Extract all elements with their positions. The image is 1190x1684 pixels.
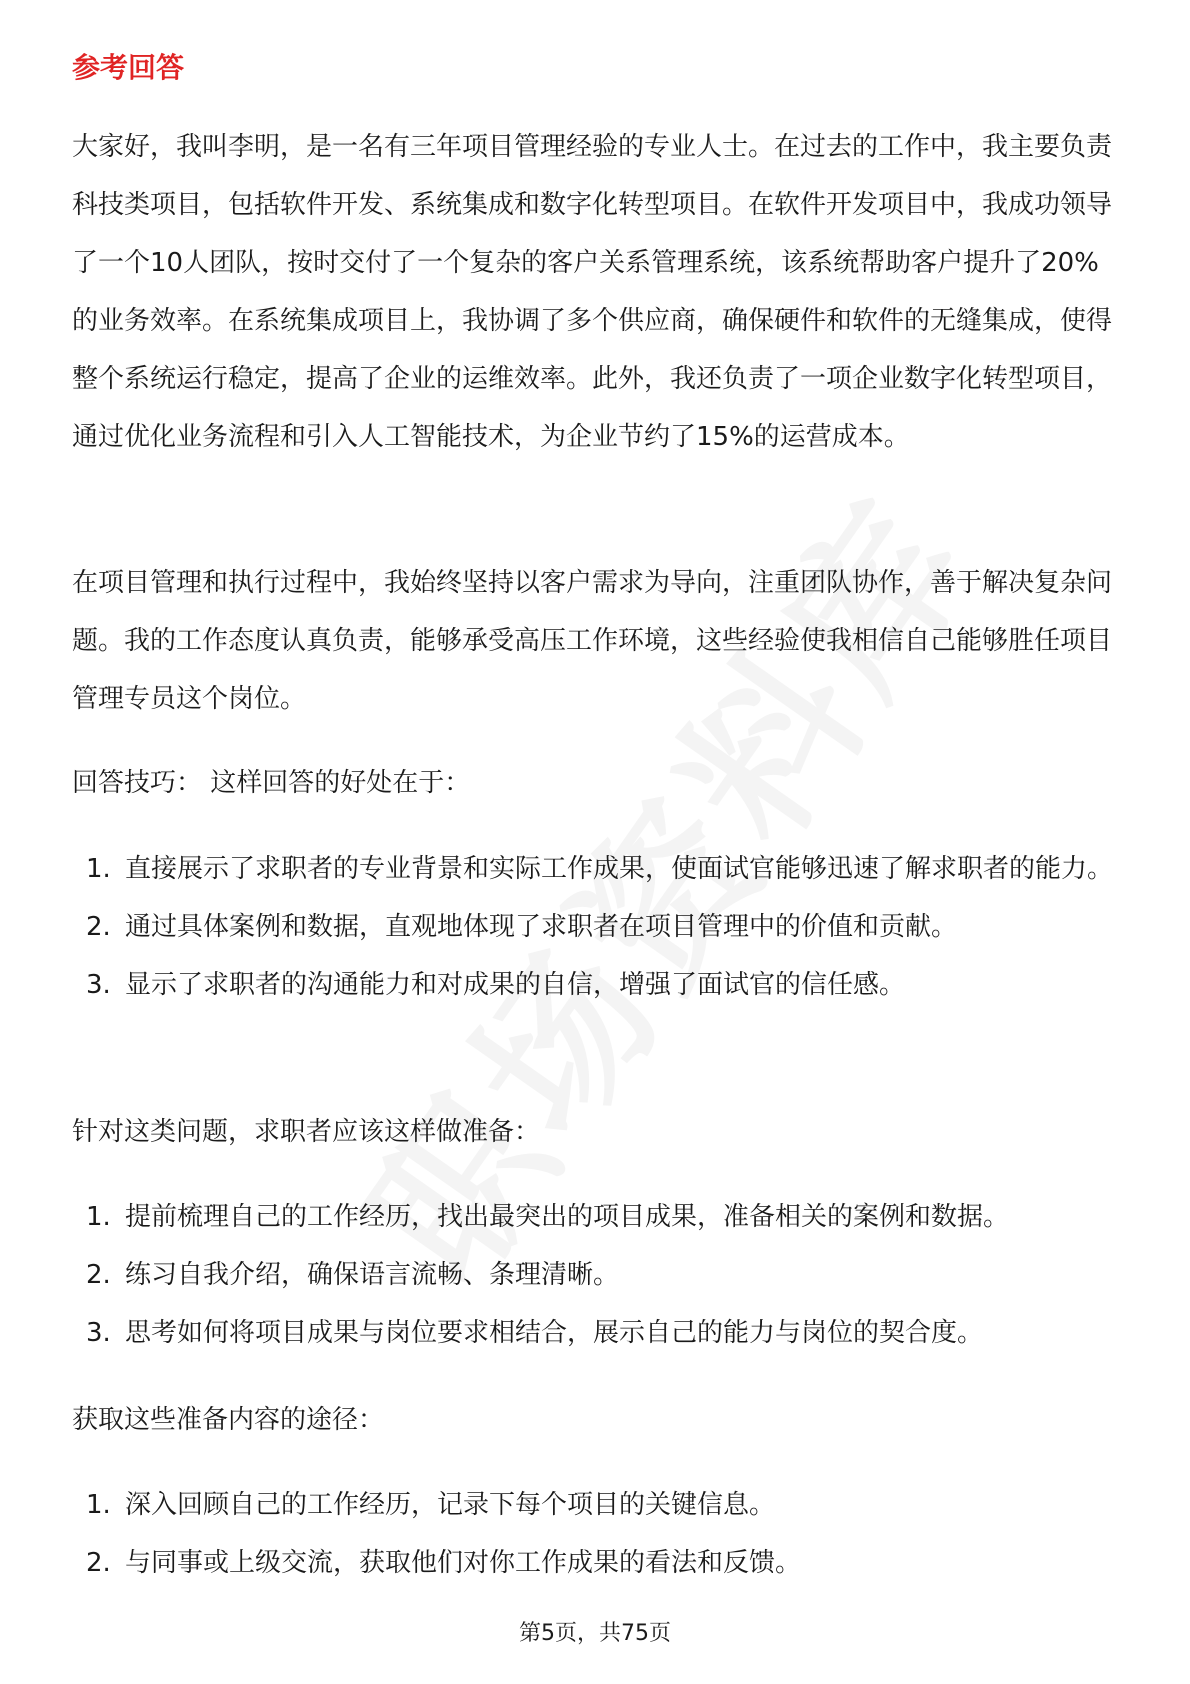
section-heading: 参考回答 bbox=[72, 51, 185, 84]
list-item-text: 练习自我介绍，确保语言流畅、条理清晰。 bbox=[125, 1260, 620, 1290]
list-item bbox=[72, 898, 1122, 956]
list-item-text: 与同事或上级交流，获取他们对你工作成果的看法和反馈。 bbox=[125, 1548, 802, 1578]
list-item bbox=[72, 956, 1122, 1014]
tips-list bbox=[72, 840, 1122, 1014]
list-item bbox=[72, 1304, 1122, 1362]
list-number: 1. bbox=[86, 1490, 111, 1520]
list-number: 2. bbox=[86, 1260, 111, 1290]
list-item-text: 通过具体案例和数据，直观地体现了求职者在项目管理中的价值和贡献。 bbox=[125, 912, 958, 942]
tips-label: 回答技巧： 这样回答的好处在于： bbox=[72, 768, 471, 798]
list-item-text: 直接展示了求职者的专业背景和实际工作成果，使面试官能够迅速了解求职者的能力。 bbox=[125, 854, 1114, 884]
list-item bbox=[72, 1246, 1122, 1304]
answer-paragraph-1: 大家好，我叫李明，是一名有三年项目管理经验的专业人士。在过去的工作中，我主要负责科技类项目，包括软件开发、系统集成和数字化转型项目。在软件开发项目中，我成功领导了一个10人团队，按时交付了一个复杂的客户关系管理系统，该系统帮助客户提升了20%的业务效率。在系统集成项目上，我协调了多个供应商，确保硬件和软件的无缝集成，使得整个系统运行稳定，提高了企业的运维效率。此外，我还负责了一项企业数字化转型项目，通过优化业务流程和引入人工智能技术，为企业节约了15%的运营成本。 bbox=[72, 132, 1113, 452]
list-item bbox=[72, 1188, 1122, 1246]
list-number: 3. bbox=[86, 970, 111, 1000]
list-number: 2. bbox=[86, 912, 111, 942]
list-item-text: 思考如何将项目成果与岗位要求相结合，展示自己的能力与岗位的契合度。 bbox=[125, 1318, 984, 1348]
list-number: 1. bbox=[86, 854, 111, 884]
prep-label: 针对这类问题，求职者应该这样做准备： bbox=[72, 1117, 541, 1147]
ways-list bbox=[72, 1476, 1122, 1592]
list-item-text: 显示了求职者的沟通能力和对成果的自信，增强了面试官的信任感。 bbox=[125, 970, 906, 1000]
list-item bbox=[72, 840, 1122, 898]
list-item bbox=[72, 1476, 1122, 1534]
list-number: 2. bbox=[86, 1548, 111, 1578]
list-item-text: 提前梳理自己的工作经历，找出最突出的项目成果，准备相关的案例和数据。 bbox=[125, 1202, 1010, 1232]
ways-label: 获取这些准备内容的途径： bbox=[72, 1405, 385, 1435]
list-item bbox=[72, 1534, 1122, 1592]
prep-list bbox=[72, 1188, 1122, 1362]
page-number-footer: 第5页，共75页 bbox=[519, 1621, 671, 1646]
list-number: 1. bbox=[86, 1202, 111, 1232]
answer-paragraph-2: 在项目管理和执行过程中，我始终坚持以客户需求为导向，注重团队协作，善于解决复杂问题。我的工作态度认真负责，能够承受高压工作环境，这些经验使我相信自己能够胜任项目管理专员这个岗位。 bbox=[72, 568, 1113, 714]
list-item-text: 深入回顾自己的工作经历，记录下每个项目的关键信息。 bbox=[125, 1490, 776, 1520]
list-number: 3. bbox=[86, 1318, 111, 1348]
